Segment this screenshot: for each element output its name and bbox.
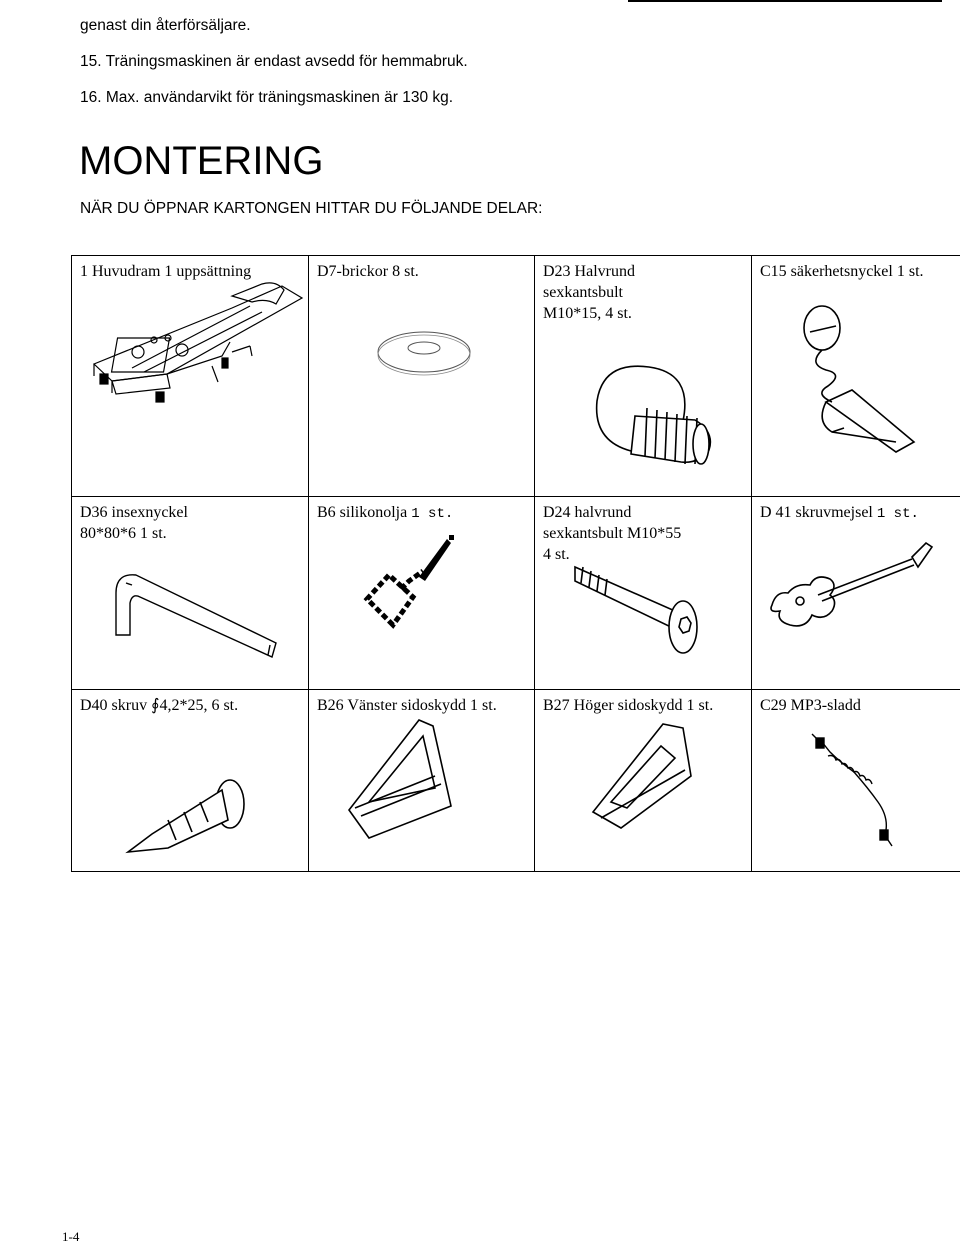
parts-row	[72, 256, 960, 497]
safety-key-icon	[752, 256, 960, 486]
treadmill-frame-icon	[72, 256, 309, 486]
part-label: 1 Huvudram 1 uppsättning	[80, 263, 252, 280]
allen-key-icon	[72, 497, 309, 679]
right-side-cover-icon	[535, 690, 752, 861]
part-cell-safety-key	[752, 256, 960, 497]
part-cell-left-cover	[309, 690, 535, 872]
intro-line-3: 16. Max. användarvikt för träningsmaskinen är 130 kg.	[80, 89, 454, 106]
part-label: C15 säkerhetsnyckel 1 st.	[760, 263, 924, 280]
part-cell-allen-key	[72, 497, 309, 690]
part-cell-washers	[309, 256, 535, 497]
page-subtitle: NÄR DU ÖPPNAR KARTONGEN HITTAR DU FÖLJANDE DELAR:	[80, 200, 543, 217]
parts-row	[72, 497, 960, 690]
part-label: D24 halvrund sexkantsbult M10*55 4 st.	[543, 504, 682, 563]
part-label: D36 insexnyckel 80*80*6 1 st.	[80, 504, 188, 542]
screwdriver-icon	[752, 497, 960, 679]
part-cell-screwdriver	[752, 497, 960, 690]
part-label: B27 Höger sidoskydd 1 st.	[543, 697, 714, 714]
long-bolt-icon	[535, 497, 752, 679]
part-label: B26 Vänster sidoskydd 1 st.	[317, 697, 497, 714]
intro-line-1: genast din återförsäljare.	[80, 17, 251, 34]
screw-icon	[72, 690, 309, 861]
part-label: D40 skruv ∮4,2*25, 6 st.	[80, 697, 239, 714]
part-label: D23 Halvrund sexkantsbult M10*15, 4 st.	[543, 263, 635, 322]
parts-table	[71, 255, 960, 872]
oil-bottle-icon	[309, 497, 535, 679]
bolt-icon	[535, 256, 752, 486]
part-label: D7-brickor 8 st.	[317, 263, 419, 280]
part-cell-bolt-d24	[535, 497, 752, 690]
left-side-cover-icon	[309, 690, 535, 861]
page-number: 1-4	[62, 1229, 80, 1244]
part-cell-mp3-cable	[752, 690, 960, 872]
part-label: B6 silikonolja 1 st.	[317, 504, 454, 522]
top-rule	[628, 0, 942, 2]
part-label: C29 MP3-sladd	[760, 697, 861, 714]
parts-row	[72, 690, 960, 872]
part-label: D 41 skruvmejsel 1 st.	[760, 504, 919, 522]
intro-line-2: 15. Träningsmaskinen är endast avsedd för hemmabruk.	[80, 53, 468, 70]
part-cell-bolt-d23	[535, 256, 752, 497]
washer-icon	[309, 256, 535, 486]
part-cell-screw	[72, 690, 309, 872]
mp3-cable-icon	[752, 690, 960, 861]
part-cell-silicone-oil	[309, 497, 535, 690]
part-cell-right-cover	[535, 690, 752, 872]
part-cell-main-frame	[72, 256, 309, 497]
page-title: MONTERING	[79, 139, 324, 183]
